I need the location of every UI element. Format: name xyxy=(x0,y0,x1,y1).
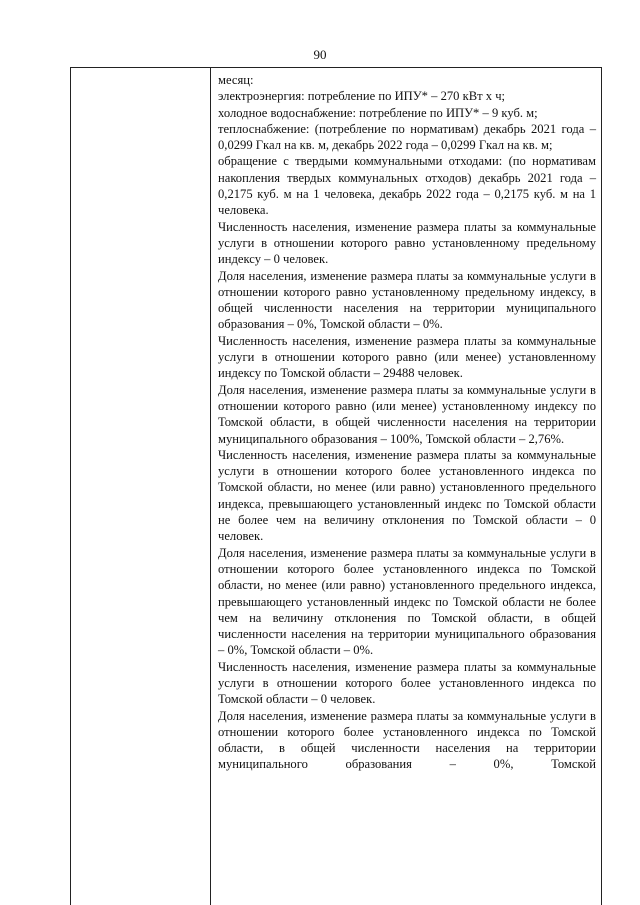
paragraph-month: месяц: xyxy=(218,73,254,87)
paragraph-electricity: электроэнергия: потребление по ИПУ* – 270 кВт х ч; xyxy=(218,89,506,104)
paragraph-population-equal-limit: Численность населения, изменение размера платы за коммунальные услуги в отношении которого равно установленному предельному индексу – 0 человек. xyxy=(218,219,596,267)
column-divider xyxy=(210,68,211,905)
paragraph-share-within-deviation: Доля населения, изменение размера платы за коммунальные услуги в отношении которого более установленного индекса по Томской области, но менее (или равно) установленного предельного индекса, превышающего установленный индекс по Томской области не более чем на величину отклонения по Томской области, в общей численности населения на территории муниципального образования – 0%, Томской области – 0%. xyxy=(218,545,596,658)
paragraph-share-above-index: Доля населения, изменение размера платы за коммунальные услуги в отношении которого более установленного индекса по Томской области, в общей численности населения на территории муниципального образования – 0%, Томской xyxy=(218,708,596,772)
page-number: 90 xyxy=(313,47,327,62)
paragraph-solid-waste: обращение с твердыми коммунальными отходами: (по нормативам накопления твердых коммунальных отходов) декабрь 2021 года – 0,2175 куб. м на 1 человека, декабрь 2022 года – 0,2175 куб. м на 1 человека. xyxy=(218,154,596,218)
table-cell-content xyxy=(218,72,596,773)
paragraph-cold-water: холодное водоснабжение: потребление по ИПУ* – 9 куб. м; xyxy=(218,105,538,120)
paragraph-share-below-index: Доля населения, изменение размера платы за коммунальные услуги в отношении которого равно (или менее) установленному индексу по Томской области, в общей численности населения на территории муниципального образования – 100%, Томской области – 2,76%. xyxy=(218,382,596,446)
document-table xyxy=(70,67,602,905)
paragraph-population-below-index: Численность населения, изменение размера платы за коммунальные услуги в отношении которого равно (или менее) установленному индексу по Томской области – 29488 человек. xyxy=(218,333,596,381)
paragraph-share-equal-limit: Доля населения, изменение размера платы за коммунальные услуги в отношении которого равно установленному предельному индексу, в общей численности населения на территории муниципального образования – 0%, Томской области – 0%. xyxy=(218,268,596,332)
paragraph-population-within-deviation: Численность населения, изменение размера платы за коммунальные услуги в отношении которого более установленного индекса по Томской области, но менее (или равно) установленного предельного индекса, превышающего установленный индекс по Томской области не более чем на величину отклонения по Томской области – 0 человек. xyxy=(218,447,596,544)
paragraph-heating: теплоснабжение: (потребление по нормативам) декабрь 2021 года – 0,0299 Гкал на кв. м, декабрь 2022 года – 0,0299 Гкал на кв. м; xyxy=(218,121,596,153)
paragraph-population-above-index: Численность населения, изменение размера платы за коммунальные услуги в отношении которого более установленного индекса по Томской области – 0 человек. xyxy=(218,659,596,707)
